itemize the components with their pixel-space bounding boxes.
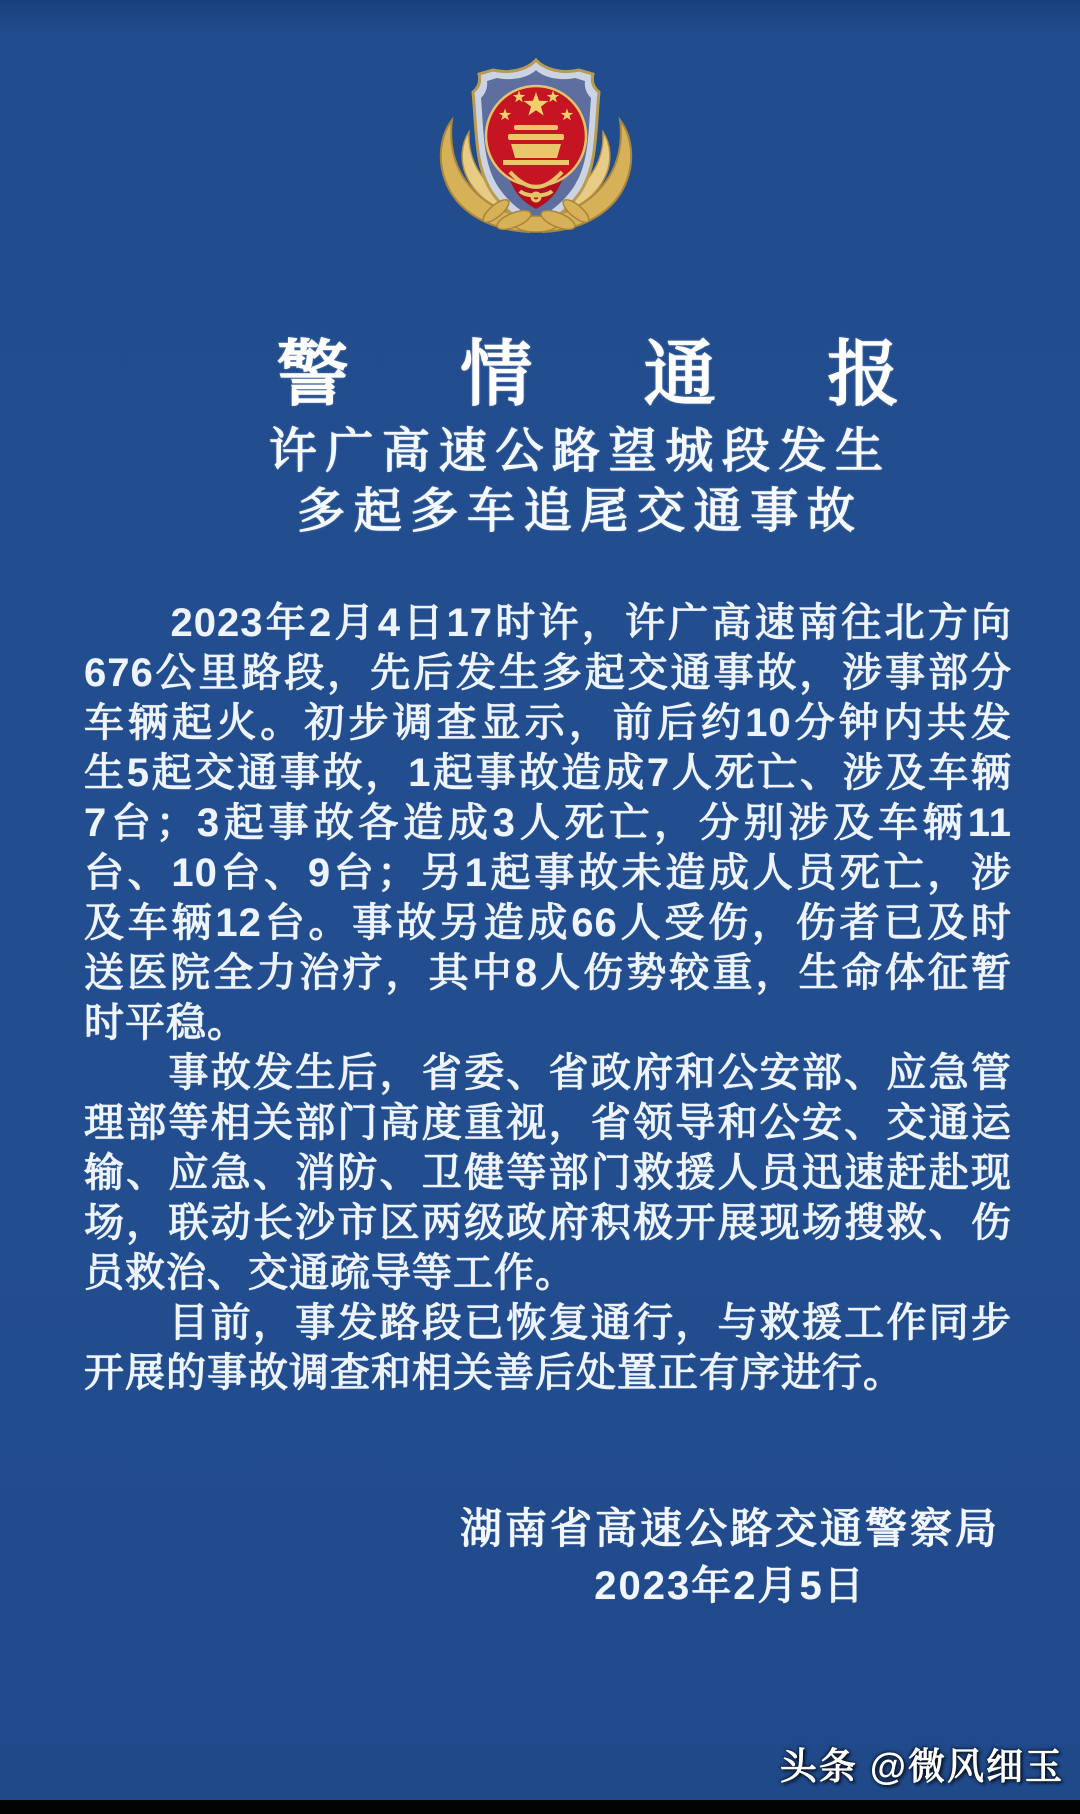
signature-block	[190, 1502, 1080, 1612]
notice-title: 警情通报	[276, 335, 1011, 416]
body-text-line: 员救治、交通疏导等工作。	[84, 1251, 576, 1295]
issue-date: 2023年2月5日	[594, 1564, 866, 1608]
subtitle-line-2: 多起多车追尾交通事故	[297, 485, 864, 538]
bottom-black-bar	[0, 1800, 1080, 1814]
body-text-line: 及车辆12台。事故另造成66人受伤，伤者已及时	[84, 901, 1012, 945]
notice-subtitle	[36, 422, 1080, 542]
body-text-line: 台、10台、9台；另1起事故未造成人员死亡，涉	[84, 851, 1012, 895]
body-text-line: 时平稳。	[84, 1001, 248, 1045]
paragraph-response	[84, 1048, 1012, 1298]
body-text-line: 场，联动长沙市区两级政府积极开展现场搜救、伤	[84, 1201, 1012, 1245]
body-text-line: 7台；3起事故各造成3人死亡，分别涉及车辆11	[84, 801, 1012, 845]
paragraph-incident	[84, 598, 1012, 1048]
issuing-authority: 湖南省高速公路交通警察局	[459, 1505, 1000, 1552]
china-police-badge-icon	[430, 48, 642, 240]
body-text-line: 2023年2月4日17时许，许广高速南往北方向	[84, 601, 1012, 645]
body-text-line: 车辆起火。初步调查显示，前后约10分钟内共发	[84, 701, 1012, 745]
paragraph-status	[84, 1298, 1012, 1398]
body-text-line: 676公里路段，先后发生多起交通事故，涉事部分	[84, 651, 1012, 695]
watermark	[780, 1736, 1064, 1790]
police-badge-emblem	[430, 48, 642, 240]
notice-body	[84, 598, 1012, 1398]
watermark-brand: 头条	[779, 1746, 858, 1787]
body-text-line: 目前，事发路段已恢复通行，与救援工作同步	[84, 1301, 1012, 1345]
body-text-line: 生5起交通事故，1起事故造成7人死亡、涉及车辆	[84, 751, 1012, 795]
watermark-handle: @微风细玉	[869, 1746, 1064, 1787]
subtitle-line-1: 许广高速公路望城段发生	[268, 425, 892, 478]
body-text-line: 输、应急、消防、卫健等部门救援人员迅速赶赴现	[84, 1151, 1012, 1195]
body-text-line: 送医院全力治疗，其中8人伤势较重，生命体征暂	[84, 951, 1012, 995]
body-text-line: 开展的事故调查和相关善后处置正有序进行。	[84, 1351, 904, 1395]
body-text-line: 事故发生后，省委、省政府和公安部、应急管	[84, 1051, 1012, 1095]
body-text-line: 理部等相关部门高度重视，省领导和公安、交通运	[84, 1101, 1012, 1145]
